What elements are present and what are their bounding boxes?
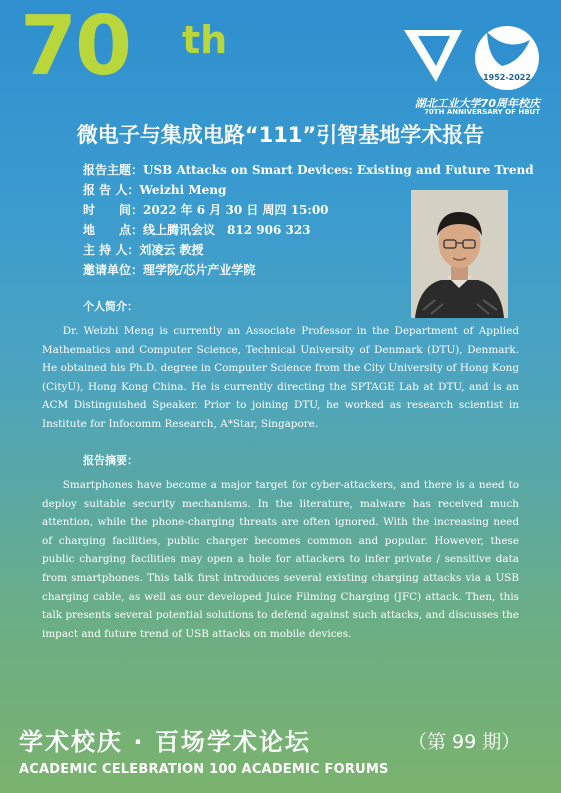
info-value: Weizhi Meng [139, 183, 227, 197]
logo-years: 1952-2022 [483, 73, 531, 82]
page-title: 微电子与集成电路“111”引智基地学术报告 [76, 123, 485, 147]
info-value: 刘凌云 教授 [139, 243, 204, 257]
anniversary-suffix: th [182, 18, 228, 62]
abstract-heading: 报告摘要： [83, 454, 138, 467]
forum-issue-number: （第 99 期） [408, 731, 521, 753]
info-label: 地 点： [83, 223, 144, 237]
hbut-70-logo [402, 22, 542, 94]
info-value: USB Attacks on Smart Devices: Existing and Future Trend [143, 163, 534, 177]
info-value: 理学院/芯片产业学院 [143, 263, 256, 277]
speaker-photo [411, 190, 508, 318]
speaker-portrait-icon [411, 190, 508, 318]
info-value: 线上腾讯会议 812 906 323 [143, 223, 311, 237]
info-row-host [83, 240, 413, 260]
info-row-time [83, 200, 413, 220]
info-value: 2022 年 6 月 30 日 周四 15:00 [143, 203, 329, 217]
forum-title-english: ACADEMIC CELEBRATION 100 ACADEMIC FORUMS [19, 762, 389, 777]
anniversary-number: 70 [20, 0, 131, 94]
info-row-organizer [83, 260, 413, 280]
anniversary-chinese-caption: 湖北工业大学70周年校庆 [414, 97, 540, 110]
info-row-topic [83, 160, 534, 180]
forum-title-chinese: 学术校庆 · 百场学术论坛 [19, 728, 311, 756]
abstract-paragraph: Smartphones have become a major target for cyber-attackers, and there is a need to deploy suitable security mechanisms. In the literature, malware has received much attention, while the phone-charging threats are often ignored. With the increasing need of charging facilities, public charger becomes common and popular. However, these public charging facilities may open a hole for attackers to infer private / sensitive data from smartphones. This talk first introduces several existing charging attacks via a USB charging cable, as well as our developed Juice Filming Charging (JFC) attack. Then, this talk presents several potential solutions to defend against such attacks, and discusses the impact and future trend of USB attacks on mobile devices. [42, 479, 519, 640]
bio-heading: 个人简介： [83, 300, 138, 313]
info-row-speaker [83, 180, 413, 200]
info-label: 邀请单位： [83, 263, 144, 277]
info-label: 报告主题： [83, 163, 144, 177]
bio-paragraph: Dr. Weizhi Meng is currently an Associate Professor in the Department of Applied Mathematics and Computer Science, Technical University of Denmark (DTU), Denmark. He obtained his Ph.D. degree in Computer Science from the City University of Hong Kong (CityU), Hong Kong China. He is currently directing the SPTAGE Lab at DTU, and is an ACM Distinguished Speaker. Prior to joining DTU, he worked as research scientist in Institute for Infocomm Research, A*Star, Singapore. [42, 325, 519, 430]
info-label: 报 告 人： [83, 183, 140, 197]
info-row-venue [83, 220, 413, 240]
talk-info [83, 160, 534, 280]
anniversary-english-caption: 70TH ANNIVERSARY OF HBUT [424, 108, 540, 116]
info-label: 主 持 人： [83, 243, 140, 257]
info-label: 时 间： [83, 203, 144, 217]
